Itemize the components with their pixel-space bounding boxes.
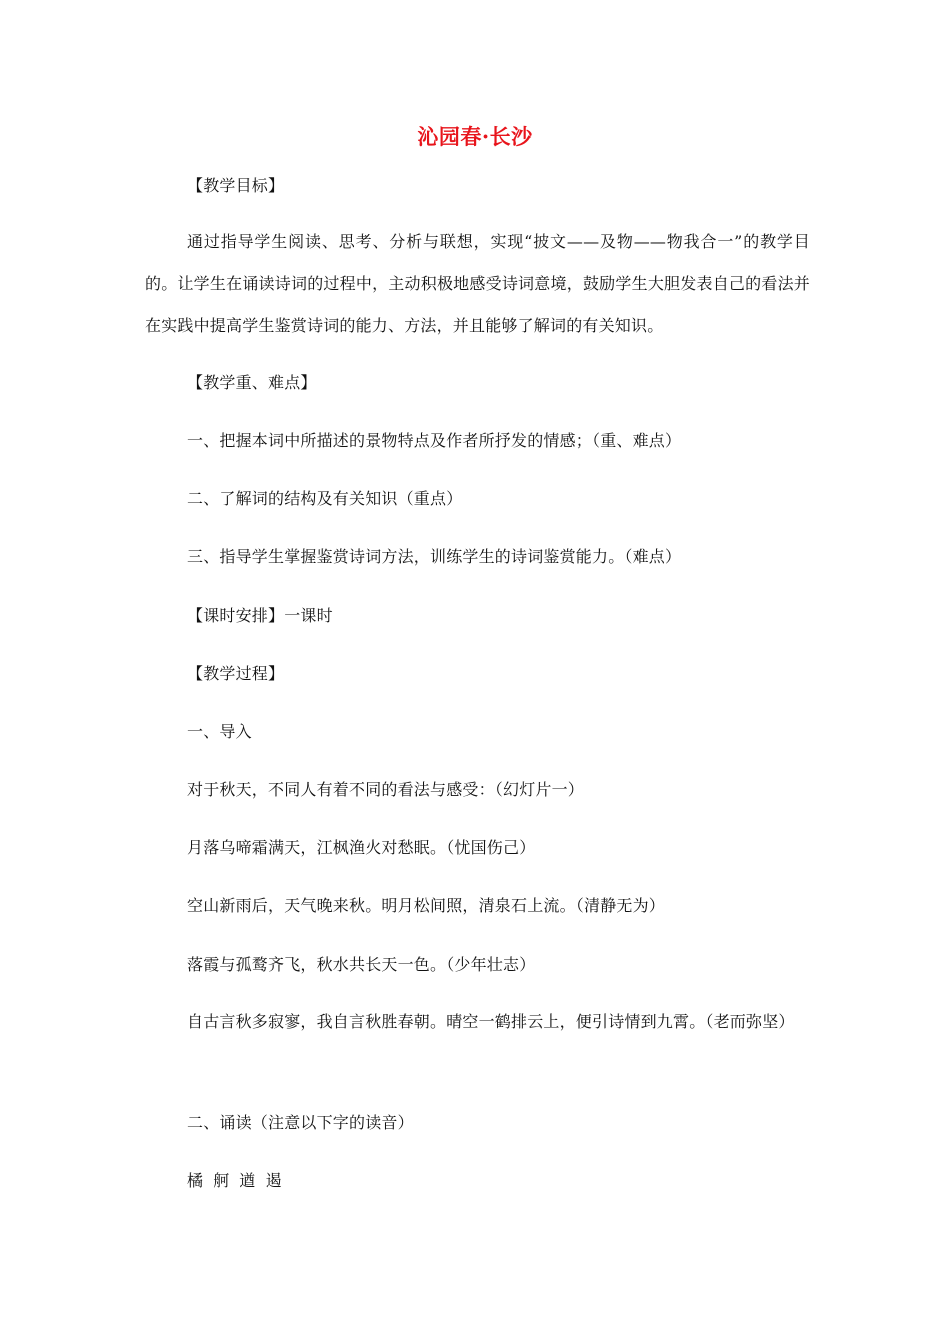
recite-char: 遏 — [265, 1171, 282, 1190]
intro-line-2: 月落乌啼霜满天，江枫渔火对愁眠。（忧国伤己） — [187, 838, 536, 857]
key-point-2: 二、了解词的结构及有关知识（重点） — [187, 489, 463, 508]
intro-line-3: 空山新雨后，天气晚来秋。明月松间照，清泉石上流。（清静无为） — [187, 896, 666, 915]
recite-char: 遒 — [239, 1171, 256, 1190]
intro-heading: 一、导入 — [187, 722, 252, 741]
intro-line-1: 对于秋天，不同人有着不同的看法与感受：（幻灯片一） — [187, 780, 585, 799]
recite-characters — [187, 1170, 292, 1192]
goals-paragraph: 通过指导学生阅读、思考、分析与联想，实现“披文——及物——物我合一”的教学目的。让学生在诵读诗词的过程中，主动积极地感受诗词意境，鼓励学生大胆发表自己的看法并在实践中提高学生鉴赏诗词的能力、方法，并且能够了解词的有关知识。 — [145, 232, 810, 335]
intro-line-4: 落霞与孤鹜齐飞，秋水共长天一色。（少年壮志） — [187, 955, 536, 974]
recite-char: 橘 — [187, 1171, 204, 1190]
key-point-1: 一、把握本词中所描述的景物特点及作者所抒发的情感；（重、难点） — [187, 431, 682, 450]
goals-heading: 【教学目标】 — [187, 176, 285, 195]
schedule-line: 【课时安排】一课时 — [187, 606, 333, 625]
key-points-heading: 【教学重、难点】 — [187, 373, 317, 392]
intro-paragraph: 自古言秋多寂寥，我自言秋胜春朝。晴空一鹤排云上，便引诗情到九霄。（老而弥坚） — [187, 1012, 795, 1031]
key-point-3: 三、指导学生掌握鉴赏诗词方法，训练学生的诗词鉴赏能力。（难点） — [187, 547, 682, 566]
recite-char: 舸 — [213, 1171, 230, 1190]
document-title: 沁园春·长沙 — [417, 124, 533, 149]
recite-heading: 二、诵读（注意以下字的读音） — [187, 1113, 414, 1132]
process-heading: 【教学过程】 — [187, 664, 285, 683]
